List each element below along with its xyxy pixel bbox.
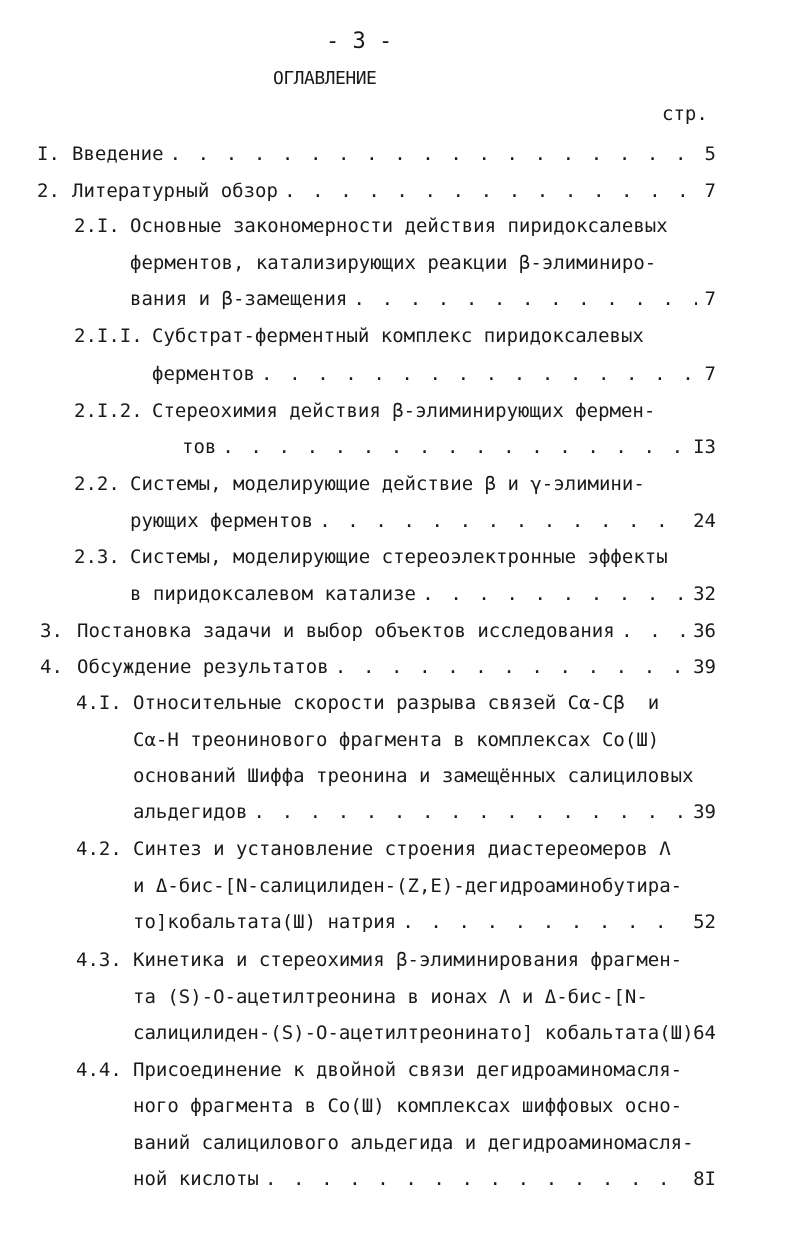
toc-entry-text: Постановка задачи и выбор объектов исследования bbox=[77, 620, 615, 642]
toc-entry-text: ной кислоты bbox=[133, 1168, 259, 1190]
toc-leader-dots bbox=[621, 620, 685, 642]
toc-entry-text: тов bbox=[182, 436, 217, 458]
toc-entry-text: и Δ-бис-[N-салицилиден-(Z,E)-дегидроаминобутира- bbox=[133, 875, 683, 897]
page-column-header: стр. bbox=[662, 103, 708, 125]
toc-entry-text: Синтез и установление строения диастереомеров Λ bbox=[133, 838, 671, 860]
toc-entry-text: Введение bbox=[72, 143, 164, 165]
toc-entry-text: то]кобальтата(Ш) натрия bbox=[133, 911, 397, 933]
toc-entry-text: вания и β-замещения bbox=[130, 288, 348, 310]
toc-leader-dots bbox=[170, 143, 697, 165]
toc-entry-text: альдегидов bbox=[133, 801, 248, 823]
toc-entry-page: 5 bbox=[704, 143, 716, 165]
toc-entry-page: 32 bbox=[693, 583, 716, 605]
toc-entry-text: Литературный обзор bbox=[72, 180, 278, 202]
toc-entry-number: 2.I. bbox=[74, 215, 120, 237]
toc-entry-text: Стереохимия действия β-элиминирующих фермен- bbox=[152, 400, 656, 422]
toc-leader-dots bbox=[402, 911, 685, 933]
toc-entry-text: ного фрагмента в Co(Ш) комплексах шиффовых осно- bbox=[133, 1095, 683, 1117]
toc-entry-text: Системы, моделирующие действие β и γ-элимини- bbox=[130, 473, 645, 495]
toc-entry-page: 24 bbox=[693, 510, 716, 532]
toc-leader-dots bbox=[422, 583, 685, 605]
toc-entry-number: 4.I. bbox=[76, 692, 122, 714]
toc-entry-number: 2.2. bbox=[74, 473, 120, 495]
toc-leader-dots bbox=[265, 1168, 685, 1190]
toc-entry-text: Кинетика и стереохимия β-элиминирования фрагмен- bbox=[133, 949, 683, 971]
toc-entry-text: салицилиден-(S)-O-ацетилтреонинато] кобальтата(Ш) bbox=[133, 1022, 694, 1044]
toc-entry-page: 36 bbox=[693, 620, 716, 642]
toc-entry-text: Обсуждение результатов bbox=[77, 656, 329, 678]
toc-title: ОГЛАВЛЕНИЕ bbox=[273, 68, 377, 89]
toc-leader-dots bbox=[284, 180, 696, 202]
toc-entry-text: Cα-H треонинового фрагмента в комплексах Co(Ш) bbox=[133, 729, 660, 751]
toc-entry-number: 2.3. bbox=[74, 546, 120, 568]
toc-entry-text: ферментов, катализирующих реакции β-элиминиро- bbox=[130, 252, 657, 274]
toc-entry-page: 7 bbox=[704, 363, 716, 385]
toc-entry-page: 39 bbox=[693, 656, 716, 678]
toc-entry-text: оснований Шиффа треонина и замещённых салициловых bbox=[133, 765, 694, 787]
toc-entry-page: 7 bbox=[704, 180, 716, 202]
toc-entry-number: 2.I.2. bbox=[74, 400, 143, 422]
toc-entry-number: 2.I.I. bbox=[74, 325, 143, 347]
toc-entry-number: 4.3. bbox=[76, 949, 122, 971]
toc-entry-page: 52 bbox=[693, 911, 716, 933]
toc-entry-text: рующих ферментов bbox=[130, 510, 314, 532]
toc-leader-dots bbox=[254, 801, 686, 823]
toc-entry-number: I. bbox=[37, 143, 60, 165]
toc-leader-dots bbox=[261, 363, 697, 385]
page-number: - 3 - bbox=[326, 29, 393, 54]
toc-entry-number: 2. bbox=[37, 180, 60, 202]
toc-entry-page: I3 bbox=[693, 436, 716, 458]
toc-leader-dots bbox=[335, 656, 685, 678]
toc-entry-text: Относительные скорости разрыва связей Cα-Cβ и bbox=[133, 692, 660, 714]
toc-leader-dots bbox=[319, 510, 685, 532]
toc-entry-page: 8I bbox=[693, 1168, 716, 1190]
toc-entry-text: Присоединение к двойной связи дегидроаминомасля- bbox=[133, 1059, 683, 1081]
toc-entry-text: ваний салицилового альдегида и дегидроаминомасля- bbox=[133, 1132, 694, 1154]
toc-entry-text: Системы, моделирующие стереоэлектронные эффекты bbox=[130, 546, 668, 568]
toc-entry-page: 64 bbox=[693, 1022, 716, 1044]
toc-entry-page: 39 bbox=[693, 801, 716, 823]
toc-entry-number: 4. bbox=[40, 656, 63, 678]
toc-entry-text: ферментов bbox=[152, 363, 255, 385]
toc-leader-dots bbox=[354, 288, 697, 310]
toc-entry-text: Субстрат-ферментный комплекс пиридоксалевых bbox=[152, 325, 644, 347]
toc-entry-number: 4.4. bbox=[76, 1059, 122, 1081]
toc-entry-number: 3. bbox=[40, 620, 63, 642]
toc-leader-dots bbox=[222, 436, 685, 458]
toc-entry-page: 7 bbox=[704, 288, 716, 310]
toc-entry-text: та (S)-O-ацетилтреонина в ионах Λ и Δ-бис-[N- bbox=[133, 986, 648, 1008]
toc-entry-text: в пиридоксалевом катализе bbox=[130, 583, 416, 605]
toc-entry-number: 4.2. bbox=[76, 838, 122, 860]
toc-entry-text: Основные закономерности действия пиридоксалевых bbox=[130, 215, 668, 237]
